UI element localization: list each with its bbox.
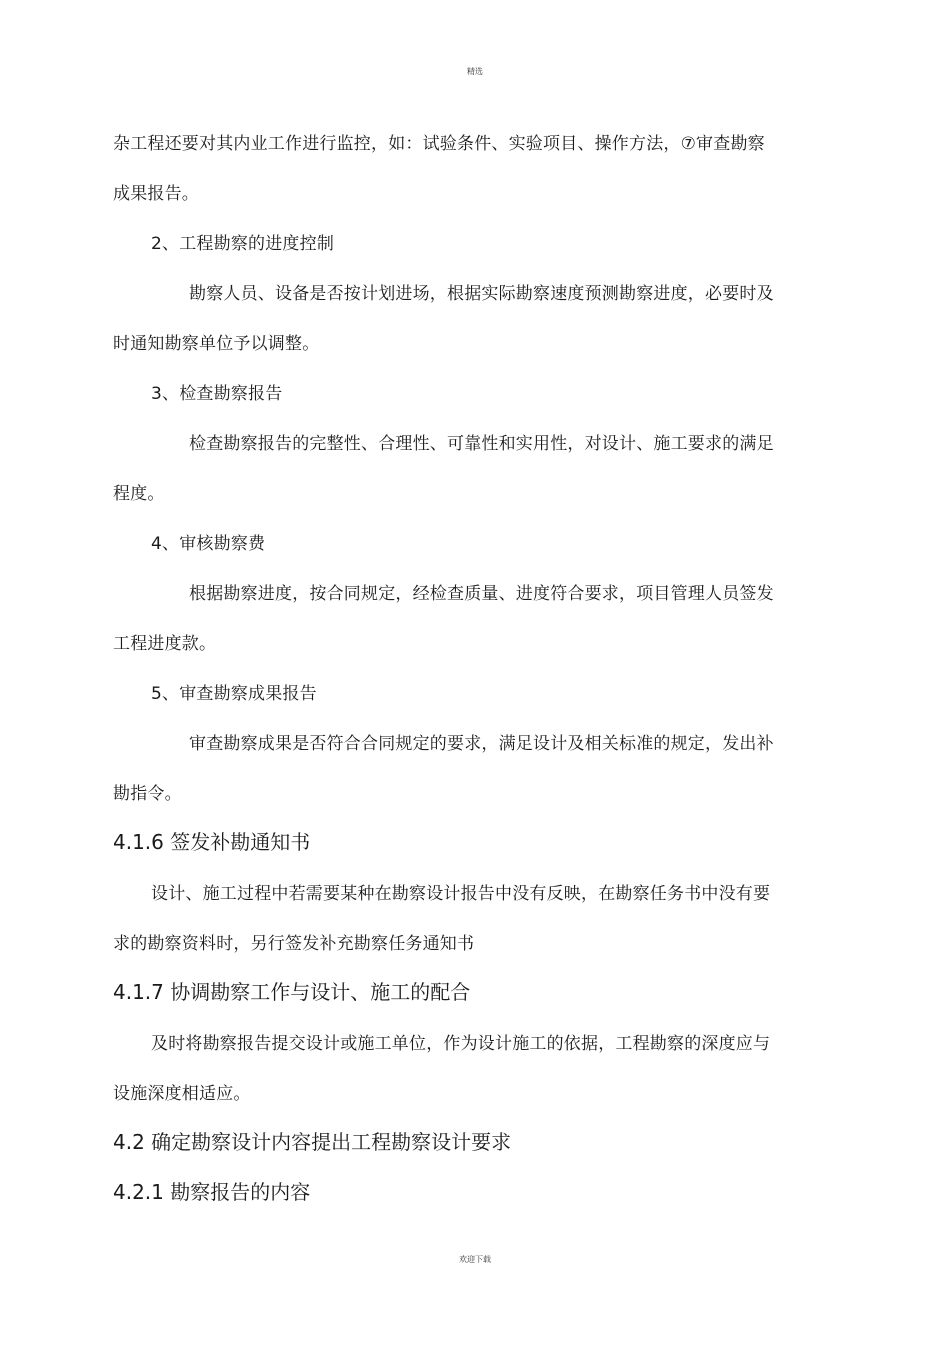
page-header: 精选 bbox=[467, 67, 483, 76]
page-footer: 欢迎下载 bbox=[459, 1255, 491, 1264]
paragraph-line: 求的勘察资料时，另行签发补充勘察任务通知书 bbox=[113, 934, 475, 954]
paragraph-line: 及时将勘察报告提交设计或施工单位，作为设计施工的依据，工程勘察的深度应与 bbox=[151, 1034, 771, 1054]
heading-4-1-6: 4.1.6 签发补勘通知书 bbox=[113, 830, 311, 854]
section-title: 4、审核勘察费 bbox=[151, 534, 266, 554]
paragraph-line: 设施深度相适应。 bbox=[113, 1084, 251, 1104]
paragraph-line: 勘察人员、设备是否按计划进场，根据实际勘察速度预测勘察进度，必要时及 bbox=[189, 284, 774, 304]
section-title: 5、审查勘察成果报告 bbox=[151, 684, 317, 704]
section-title: 2、工程勘察的进度控制 bbox=[151, 234, 335, 254]
paragraph-line: 勘指令。 bbox=[113, 784, 182, 804]
paragraph-line: 时通知勘察单位予以调整。 bbox=[113, 334, 320, 354]
paragraph-line: 检查勘察报告的完整性、合理性、可靠性和实用性，对设计、施工要求的满足 bbox=[189, 434, 774, 454]
paragraph-line: 成果报告。 bbox=[113, 184, 199, 204]
heading-4-2-1: 4.2.1 勘察报告的内容 bbox=[113, 1180, 311, 1204]
paragraph-line: 根据勘察进度，按合同规定，经检查质量、进度符合要求，项目管理人员签发 bbox=[189, 584, 774, 604]
heading-4-2: 4.2 确定勘察设计内容提出工程勘察设计要求 bbox=[113, 1130, 512, 1154]
paragraph-line: 程度。 bbox=[113, 484, 165, 504]
paragraph-line: 工程进度款。 bbox=[113, 634, 217, 654]
paragraph-line: 杂工程还要对其内业工作进行监控，如：试验条件、实验项目、操作方法，⑦审查勘察 bbox=[113, 134, 765, 154]
heading-4-1-7: 4.1.7 协调勘察工作与设计、施工的配合 bbox=[113, 980, 471, 1004]
paragraph-line: 设计、施工过程中若需要某种在勘察设计报告中没有反映，在勘察任务书中没有要 bbox=[151, 884, 771, 904]
paragraph-line: 审查勘察成果是否符合合同规定的要求，满足设计及相关标准的规定，发出补 bbox=[189, 734, 774, 754]
section-title: 3、检查勘察报告 bbox=[151, 384, 283, 404]
